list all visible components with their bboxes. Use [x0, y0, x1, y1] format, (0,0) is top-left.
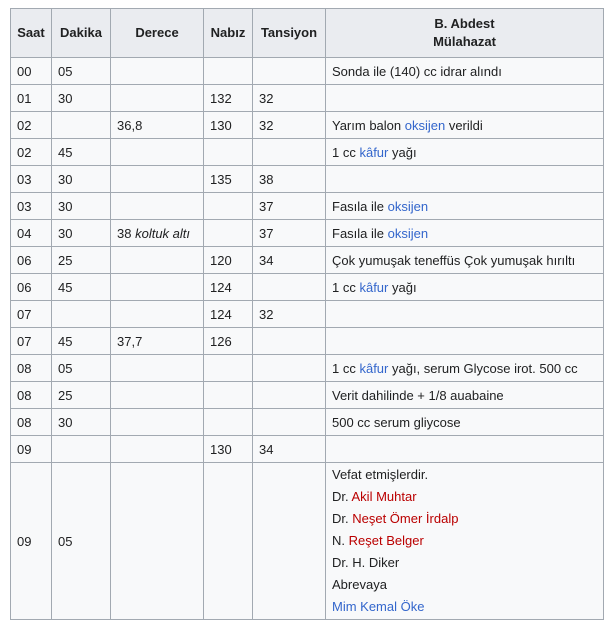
signatory-prefix: Vefat etmişlerdir.	[332, 467, 429, 482]
cell-saat: 09	[11, 436, 52, 463]
cell-derece	[111, 85, 204, 112]
cell-tansiyon: 38	[253, 166, 326, 193]
table-row	[11, 85, 604, 112]
cell-derece	[111, 355, 204, 382]
table-row	[11, 220, 604, 247]
cell-saat: 08	[11, 409, 52, 436]
table-row	[11, 301, 604, 328]
cell-mulahazat-signatories	[326, 463, 604, 620]
cell-tansiyon	[253, 274, 326, 301]
cell-saat: 01	[11, 85, 52, 112]
cell-mulahazat	[326, 85, 604, 112]
cell-tansiyon	[253, 328, 326, 355]
header-mulahazat	[326, 9, 604, 58]
cell-nabiz: 135	[204, 166, 253, 193]
cell-tansiyon: 34	[253, 436, 326, 463]
cell-mulahazat	[326, 166, 604, 193]
cell-saat: 06	[11, 274, 52, 301]
cell-mulahazat	[326, 220, 604, 247]
cell-saat: 08	[11, 355, 52, 382]
vitals-table	[10, 8, 604, 620]
table-row	[11, 382, 604, 409]
note-text: Verit dahilinde + 1/8 auabaine	[332, 387, 504, 403]
cell-nabiz: 126	[204, 328, 253, 355]
signatory-line	[332, 486, 597, 508]
table-row	[11, 409, 604, 436]
cell-derece	[111, 193, 204, 220]
cell-nabiz: 130	[204, 112, 253, 139]
cell-mulahazat	[326, 139, 604, 166]
note-text-after: verildi	[445, 117, 483, 133]
signatory-line	[332, 574, 597, 596]
signatory-prefix: Dr.	[332, 489, 352, 504]
cell-derece	[111, 436, 204, 463]
cell-derece	[111, 463, 204, 620]
cell-nabiz: 120	[204, 247, 253, 274]
note-text: 500 cc serum gliycose	[332, 414, 461, 430]
cell-derece	[111, 166, 204, 193]
cell-derece	[111, 247, 204, 274]
note-link[interactable]: kâfur	[359, 360, 389, 376]
table-row	[11, 436, 604, 463]
cell-saat: 06	[11, 247, 52, 274]
cell-tansiyon	[253, 382, 326, 409]
table-row	[11, 355, 604, 382]
cell-saat: 07	[11, 301, 52, 328]
cell-mulahazat	[326, 112, 604, 139]
cell-nabiz	[204, 463, 253, 620]
derece-value: 36,8	[117, 117, 143, 133]
signatory-line	[332, 508, 597, 530]
header-saat: Saat	[11, 9, 52, 58]
cell-mulahazat	[326, 328, 604, 355]
cell-nabiz	[204, 355, 253, 382]
header-tansiyon: Tansiyon	[253, 9, 326, 58]
table-row	[11, 139, 604, 166]
cell-dakika: 25	[52, 247, 111, 274]
header-nabiz: Nabız	[204, 9, 253, 58]
table-row	[11, 193, 604, 220]
cell-saat: 07	[11, 328, 52, 355]
header-derece: Derece	[111, 9, 204, 58]
cell-dakika	[52, 112, 111, 139]
cell-saat: 02	[11, 139, 52, 166]
table-row	[11, 247, 604, 274]
table-row-final	[11, 463, 604, 620]
note-link[interactable]: oksijen	[404, 117, 446, 133]
cell-derece	[111, 139, 204, 166]
cell-mulahazat	[326, 247, 604, 274]
cell-tansiyon	[253, 139, 326, 166]
cell-tansiyon: 32	[253, 85, 326, 112]
note-text: Sonda ile (140) cc idrar alındı	[332, 63, 502, 79]
cell-nabiz	[204, 139, 253, 166]
signatory-name-link[interactable]: Neşet Ömer İrdalp	[352, 511, 459, 526]
table-row	[11, 328, 604, 355]
cell-saat: 03	[11, 193, 52, 220]
cell-tansiyon: 37	[253, 220, 326, 247]
note-text: 1 cc	[332, 144, 360, 160]
note-link[interactable]: oksijen	[387, 198, 429, 214]
signatory-line	[332, 552, 597, 574]
table-row	[11, 274, 604, 301]
note-text: 1 cc	[332, 360, 360, 376]
signatory-line	[332, 530, 597, 552]
cell-mulahazat	[326, 274, 604, 301]
derece-value: 37,7	[117, 333, 143, 349]
cell-nabiz: 124	[204, 301, 253, 328]
note-text-after: yağı	[388, 279, 417, 295]
cell-dakika: 30	[52, 85, 111, 112]
cell-nabiz	[204, 382, 253, 409]
cell-derece	[111, 301, 204, 328]
cell-dakika	[52, 301, 111, 328]
note-text-after: yağı	[388, 144, 417, 160]
cell-nabiz: 130	[204, 436, 253, 463]
cell-nabiz: 124	[204, 274, 253, 301]
header-mulahazat-line2: Mülahazat	[433, 34, 496, 49]
cell-derece	[111, 382, 204, 409]
cell-dakika: 05	[52, 463, 111, 620]
note-text: Fasıla ile	[332, 198, 388, 214]
cell-saat: 02	[11, 112, 52, 139]
cell-derece	[111, 409, 204, 436]
note-text: Çok yumuşak teneffüs Çok yumuşak hırıltı	[332, 252, 576, 268]
cell-nabiz	[204, 409, 253, 436]
note-link[interactable]: kâfur	[359, 144, 389, 160]
table-row	[11, 166, 604, 193]
signatory-name-link[interactable]: Reşet Belger	[348, 533, 424, 548]
cell-saat: 03	[11, 166, 52, 193]
signatory-line	[332, 464, 597, 486]
cell-nabiz	[204, 220, 253, 247]
cell-saat: 09	[11, 463, 52, 620]
cell-saat: 08	[11, 382, 52, 409]
cell-dakika: 30	[52, 193, 111, 220]
cell-mulahazat	[326, 382, 604, 409]
note-link[interactable]: oksijen	[387, 225, 429, 241]
cell-saat: 00	[11, 58, 52, 85]
table-row	[11, 58, 604, 85]
cell-tansiyon	[253, 355, 326, 382]
cell-dakika: 30	[52, 166, 111, 193]
cell-tansiyon: 34	[253, 247, 326, 274]
cell-tansiyon: 32	[253, 301, 326, 328]
cell-dakika: 05	[52, 58, 111, 85]
note-text: Fasıla ile	[332, 225, 388, 241]
cell-derece	[111, 274, 204, 301]
cell-tansiyon	[253, 58, 326, 85]
signatory-name-link[interactable]: Mim Kemal Öke	[332, 599, 425, 614]
cell-mulahazat	[326, 409, 604, 436]
cell-dakika: 30	[52, 409, 111, 436]
cell-tansiyon	[253, 409, 326, 436]
table-body	[11, 58, 604, 620]
cell-tansiyon	[253, 463, 326, 620]
signatory-prefix: N.	[332, 533, 349, 548]
signatory-prefix: Abrevaya	[332, 577, 387, 592]
cell-dakika: 30	[52, 220, 111, 247]
header-mulahazat-line1: B. Abdest	[434, 16, 495, 31]
cell-mulahazat	[326, 355, 604, 382]
cell-dakika	[52, 436, 111, 463]
header-row	[11, 9, 604, 58]
cell-nabiz	[204, 193, 253, 220]
note-text: Yarım balon	[332, 117, 405, 133]
cell-derece	[111, 112, 204, 139]
note-text-after: yağı, serum Glycose irot. 500 cc	[388, 360, 578, 376]
signatory-line	[332, 596, 597, 618]
cell-tansiyon: 37	[253, 193, 326, 220]
cell-mulahazat	[326, 193, 604, 220]
derece-value: 38	[117, 225, 132, 241]
cell-saat: 04	[11, 220, 52, 247]
table-row	[11, 112, 604, 139]
cell-dakika: 25	[52, 382, 111, 409]
cell-tansiyon: 32	[253, 112, 326, 139]
cell-mulahazat	[326, 436, 604, 463]
cell-derece	[111, 220, 204, 247]
cell-mulahazat	[326, 301, 604, 328]
signatory-prefix: Dr.	[332, 511, 353, 526]
note-link[interactable]: kâfur	[359, 279, 389, 295]
cell-mulahazat	[326, 58, 604, 85]
note-text: 1 cc	[332, 279, 360, 295]
signatory-prefix: Dr. H. Diker	[332, 555, 400, 570]
cell-dakika: 45	[52, 139, 111, 166]
cell-dakika: 45	[52, 328, 111, 355]
cell-nabiz	[204, 58, 253, 85]
cell-nabiz: 132	[204, 85, 253, 112]
derece-note: koltuk altı	[135, 225, 191, 241]
header-dakika: Dakika	[52, 9, 111, 58]
cell-derece	[111, 328, 204, 355]
cell-derece	[111, 58, 204, 85]
cell-dakika: 45	[52, 274, 111, 301]
cell-dakika: 05	[52, 355, 111, 382]
signatory-name-link[interactable]: Akil Muhtar	[351, 489, 417, 504]
